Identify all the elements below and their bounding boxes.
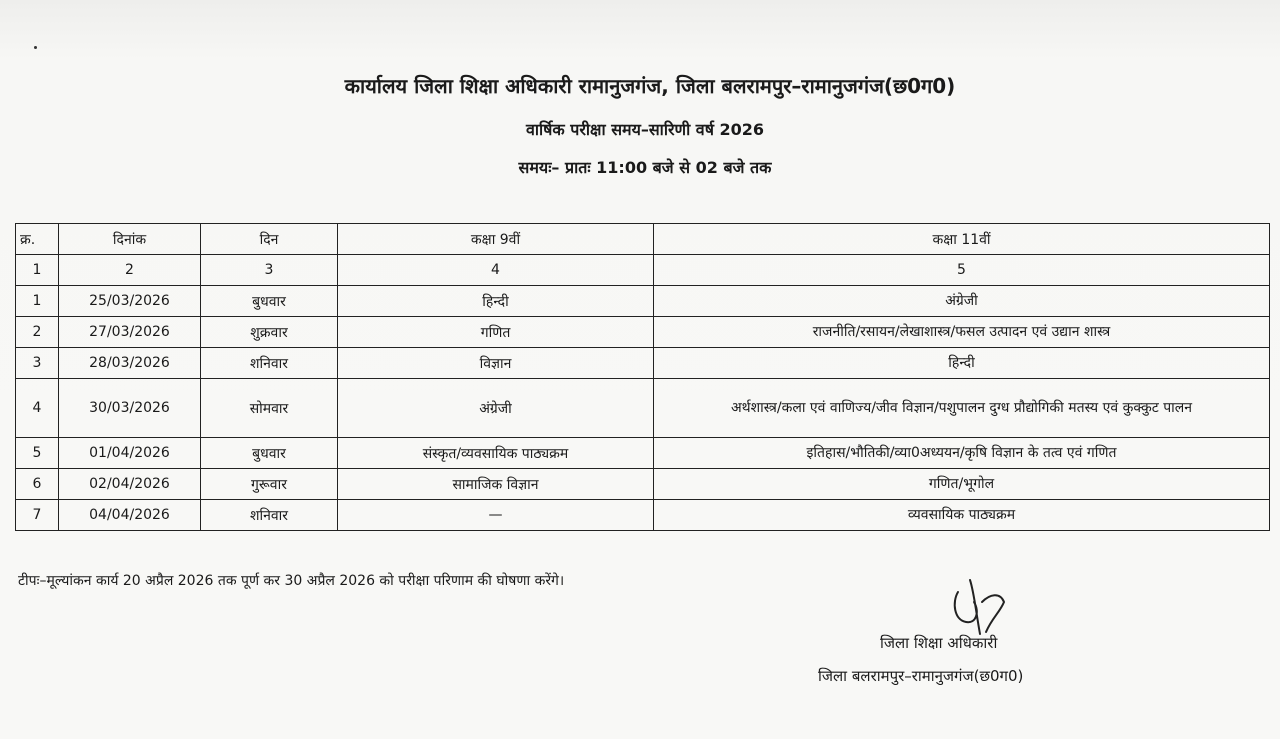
row-day: बुधवार xyxy=(201,438,338,469)
row-class9: सामाजिक विज्ञान xyxy=(338,469,654,500)
row-day: बुधवार xyxy=(201,286,338,317)
exam-time: समयः– प्रातः 11:00 बजे से 02 बजे तक xyxy=(518,158,772,177)
row-date: 30/03/2026 xyxy=(59,379,201,438)
table-row xyxy=(16,317,1270,348)
header-class11: कक्षा 11वीं xyxy=(654,224,1270,255)
row-sr: 6 xyxy=(16,469,59,500)
row-sr: 3 xyxy=(16,348,59,379)
table-header-row xyxy=(16,224,1270,255)
row-class11: अंग्रेजी xyxy=(654,286,1270,317)
speck-mark xyxy=(34,46,37,49)
row-sr: 1 xyxy=(16,286,59,317)
row-class9: संस्कृत/व्यवसायिक पाठ्यक्रम xyxy=(338,438,654,469)
table-row xyxy=(16,438,1270,469)
row-class9: गणित xyxy=(338,317,654,348)
row-day: गुरूवार xyxy=(201,469,338,500)
header-class9: कक्षा 9वीं xyxy=(338,224,654,255)
row-date: 25/03/2026 xyxy=(59,286,201,317)
row-sr: 2 xyxy=(16,317,59,348)
row-class11: गणित/भूगोल xyxy=(654,469,1270,500)
row-sr: 4 xyxy=(16,379,59,438)
row-class11: इतिहास/भौतिकी/व्या0अध्ययन/कृषि विज्ञान के तत्व एवं गणित xyxy=(654,438,1270,469)
office-heading: कार्यालय जिला शिक्षा अधिकारी रामानुजगंज, जिला बलरामपुर–रामानुजगंज(छ0ग0) xyxy=(344,74,956,98)
row-class9: अंग्रेजी xyxy=(338,379,654,438)
row-class11: अर्थशास्त्र/कला एवं वाणिज्य/जीव विज्ञान/पशुपालन दुग्ध प्रौद्योगिकी मतस्य एवं कुक्कुट पालन xyxy=(654,379,1270,438)
row-date: 27/03/2026 xyxy=(59,317,201,348)
header-date: दिनांक xyxy=(59,224,201,255)
row-date: 02/04/2026 xyxy=(59,469,201,500)
table-row xyxy=(16,500,1270,531)
colnum-4: 4 xyxy=(338,255,654,286)
header-sr: क्र. xyxy=(16,224,59,255)
schedule-table xyxy=(15,223,1270,531)
colnum-2: 2 xyxy=(59,255,201,286)
exam-title: वार्षिक परीक्षा समय–सारिणी वर्ष 2026 xyxy=(525,120,765,139)
row-class9: — xyxy=(338,500,654,531)
colnum-1: 1 xyxy=(16,255,59,286)
row-date: 01/04/2026 xyxy=(59,438,201,469)
row-class11: राजनीति/रसायन/लेखाशास्त्र/फसल उत्पादन एवं उद्यान शास्त्र xyxy=(654,317,1270,348)
table-row xyxy=(16,286,1270,317)
colnum-3: 3 xyxy=(201,255,338,286)
row-date: 28/03/2026 xyxy=(59,348,201,379)
table-row xyxy=(16,379,1270,438)
row-class9: हिन्दी xyxy=(338,286,654,317)
row-day: शनिवार xyxy=(201,348,338,379)
table-row xyxy=(16,348,1270,379)
row-day: शनिवार xyxy=(201,500,338,531)
row-class9: विज्ञान xyxy=(338,348,654,379)
colnum-5: 5 xyxy=(654,255,1270,286)
row-sr: 5 xyxy=(16,438,59,469)
row-day: शुक्रवार xyxy=(201,317,338,348)
row-sr: 7 xyxy=(16,500,59,531)
row-date: 04/04/2026 xyxy=(59,500,201,531)
signatory-designation: जिला शिक्षा अधिकारी xyxy=(880,634,998,652)
footnote: टीपः–मूल्यांकन कार्य 20 अप्रैल 2026 तक पूर्ण कर 30 अप्रैल 2026 को परीक्षा परिणाम की घोषणा करेंगे। xyxy=(18,573,565,589)
row-class11: व्यवसायिक पाठ्यक्रम xyxy=(654,500,1270,531)
table-row xyxy=(16,469,1270,500)
column-number-row xyxy=(16,255,1270,286)
signatory-district: जिला बलरामपुर–रामानुजगंज(छ0ग0) xyxy=(818,667,1024,685)
row-day: सोमवार xyxy=(201,379,338,438)
header-day: दिन xyxy=(201,224,338,255)
row-class11: हिन्दी xyxy=(654,348,1270,379)
